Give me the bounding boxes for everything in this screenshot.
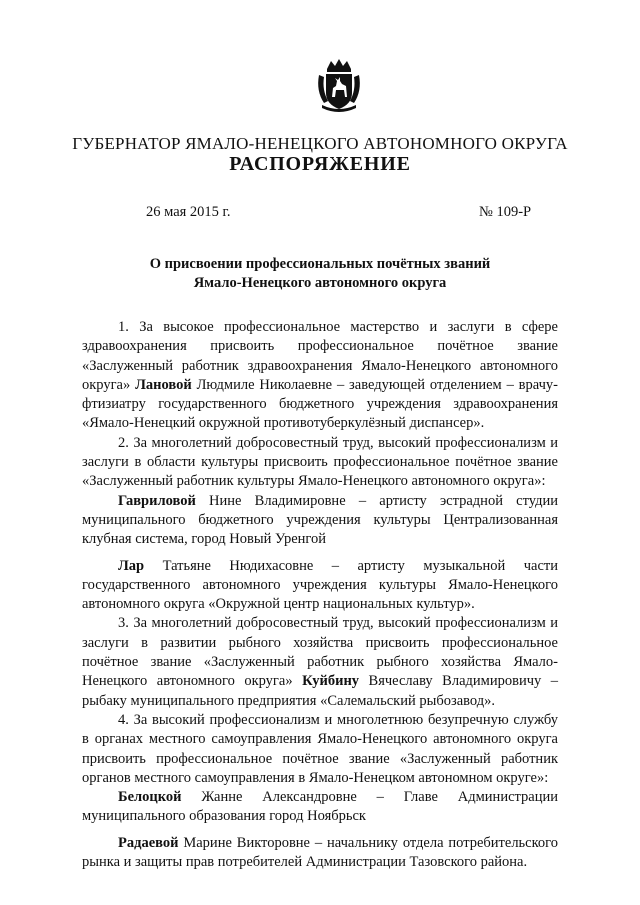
awardee-name-belotskaya: Белоцкой	[118, 789, 182, 806]
paragraph-1-lead: 1. За высокое профессиональное мастерство и заслуги в сфере здравоохранения присвоить профессиональное почётное звание «Заслуженный работник здравоохранения Ямало-Ненецкого автономного округа»	[82, 319, 558, 393]
document-body	[82, 318, 558, 872]
paragraph-4b	[82, 834, 558, 873]
paragraph-1-rest: Людмиле Николаевне – заведующей отделением – врачу-фтизиатру государственного бюджетного учреждения здравоохранения «Ямало-Ненецкий окружной противотуберкулёзный диспансер».	[82, 376, 558, 432]
paragraph-2a	[82, 492, 558, 550]
awardee-name-radaeva: Радаевой	[118, 834, 179, 851]
paragraph-4a-rest: Жанне Александровне – Главе Администрации муниципального образования город Ноябрьск	[82, 789, 558, 825]
paragraph-2a-rest: Нине Владимировне – артисту эстрадной студии муниципального бюджетного учреждения культуры Централизованная клубная система, город Новый Уренгой	[82, 492, 558, 548]
paragraph-4: 4. За высокий профессионализм и многолетнюю безупречную службу в органах местного самоуправления Ямало-Ненецкого автономного округа присвоить профессиональное почётное звание «Заслуженный работник органов местного самоуправления в Ямало-Ненецком автономном округе»:	[82, 711, 558, 786]
document-type: РАСПОРЯЖЕНИЕ	[229, 153, 411, 175]
paragraph-2b	[82, 557, 558, 615]
paragraph-4b-rest: Марине Викторовне – начальнику отдела потребительского рынка и защиты прав потребителей Администрации Тазовского района.	[82, 834, 558, 871]
awardee-name-lanova: Лановой	[135, 376, 192, 393]
paragraph-2: 2. За многолетний добросовестный труд, высокий профессионализм и заслуги в области культуры присвоить профессиональное почётное звание «Заслуженный работник культуры Ямало-Ненецкого автономного округа»:	[82, 434, 558, 490]
paragraph-4a	[82, 788, 558, 827]
paragraph-2b-rest: Татьяне Нюдихасовне – артисту музыкальной части государственного автономного учреждения культуры Ямало-Ненецкого автономного округа «Окружной центр национальных культур».	[82, 557, 558, 613]
subject-line-2: Ямало-Ненецкого автономного округа	[193, 275, 447, 291]
yamal-coat-of-arms-icon	[316, 57, 362, 115]
awardee-name-kuybin: Куйбину	[302, 673, 360, 690]
subject-line-1: О присвоении профессиональных почётных званий	[149, 256, 491, 272]
paragraph-1	[82, 318, 558, 434]
awardee-name-lar: Лар	[118, 557, 145, 574]
governor-title: ГУБЕРНАТОР ЯМАЛО-НЕНЕЦКОГО АВТОНОМНОГО ОКРУГА	[72, 134, 568, 153]
paragraph-3-lead: 3. За многолетний добросовестный труд, высокий профессионализм и заслуги в развитии рыбного хозяйства присвоить профессиональное почётное звание «Заслуженный работник рыбного хозяйства Ямало-Ненецкого автономного округа»	[82, 615, 558, 690]
paragraph-3	[82, 614, 558, 710]
document-number: № 109-Р	[479, 204, 532, 220]
document-subject	[0, 255, 640, 293]
paragraph-3-rest: Вячеславу Владимировичу – рыбаку муниципального предприятия «Салемальский рыбозавод».	[82, 673, 558, 709]
awardee-name-gavrilova: Гавриловой	[118, 492, 196, 509]
document-date: 26 мая 2015 г.	[146, 204, 231, 220]
